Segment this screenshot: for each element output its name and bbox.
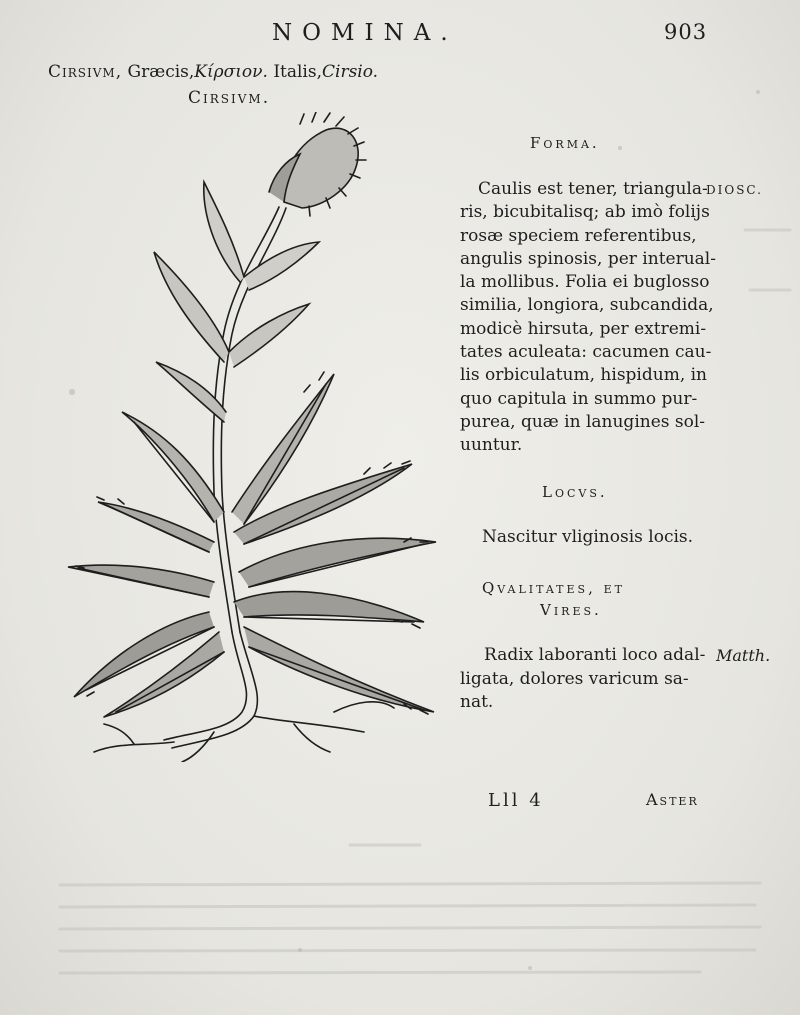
dioscorides-margin-note: DIOSC. bbox=[706, 183, 763, 197]
forma-line: tates aculeata: cacumen cau- bbox=[460, 342, 712, 363]
forma-description bbox=[460, 178, 718, 458]
latin-name: Cirsivm, bbox=[48, 62, 123, 82]
vires-text bbox=[460, 644, 705, 715]
forma-line: ris, bicubitalisq; ab imò folijs bbox=[460, 202, 710, 223]
signature-mark: Lll 4 bbox=[488, 790, 544, 811]
vires-heading-line-2: Vires. bbox=[540, 601, 602, 619]
vires-heading-line-1: Qvalitates, et bbox=[482, 579, 625, 597]
forma-line: rosæ speciem referentibus, bbox=[460, 225, 697, 246]
matthiolus-margin-note: Matth. bbox=[716, 646, 771, 665]
forma-heading: Forma. bbox=[530, 134, 600, 152]
forma-line: Caulis est tener, triangula- bbox=[478, 179, 708, 199]
greek-name: Κίρσιον. bbox=[194, 62, 268, 82]
plant-name-line bbox=[48, 62, 378, 82]
italian-name: Cirsio. bbox=[322, 62, 379, 82]
forma-line: quo capitula in summo pur- bbox=[460, 388, 698, 409]
vires-line: ligata, dolores varicum sa- bbox=[460, 668, 689, 689]
cirsium-plant-woodcut-icon bbox=[64, 112, 454, 762]
forma-line: uuntur. bbox=[460, 435, 523, 456]
vires-line: nat. bbox=[460, 692, 494, 712]
page-number: 903 bbox=[664, 20, 708, 44]
forma-line: similia, longiora, subcandida, bbox=[460, 295, 714, 316]
vires-line: Radix laboranti loco adal- bbox=[484, 645, 706, 665]
plant-caption: Cirsivm. bbox=[188, 88, 271, 108]
forma-line: purea, quæ in lanugines sol- bbox=[460, 411, 706, 432]
catchword: Aster bbox=[646, 790, 699, 809]
forma-line: modicè hirsuta, per extremi- bbox=[460, 318, 707, 339]
italian-label: Italis, bbox=[273, 62, 322, 82]
forma-line: lis orbiculatum, hispidum, in bbox=[460, 365, 708, 386]
forma-line: angulis spinosis, per interual- bbox=[460, 248, 716, 269]
running-head: NOMINA. bbox=[272, 20, 458, 46]
locus-heading: Locvs. bbox=[542, 483, 608, 501]
locus-text: Nascitur vliginosis locis. bbox=[482, 527, 694, 547]
forma-line: la mollibus. Folia ei buglosso bbox=[460, 272, 710, 293]
greek-label: Græcis, bbox=[127, 62, 195, 82]
